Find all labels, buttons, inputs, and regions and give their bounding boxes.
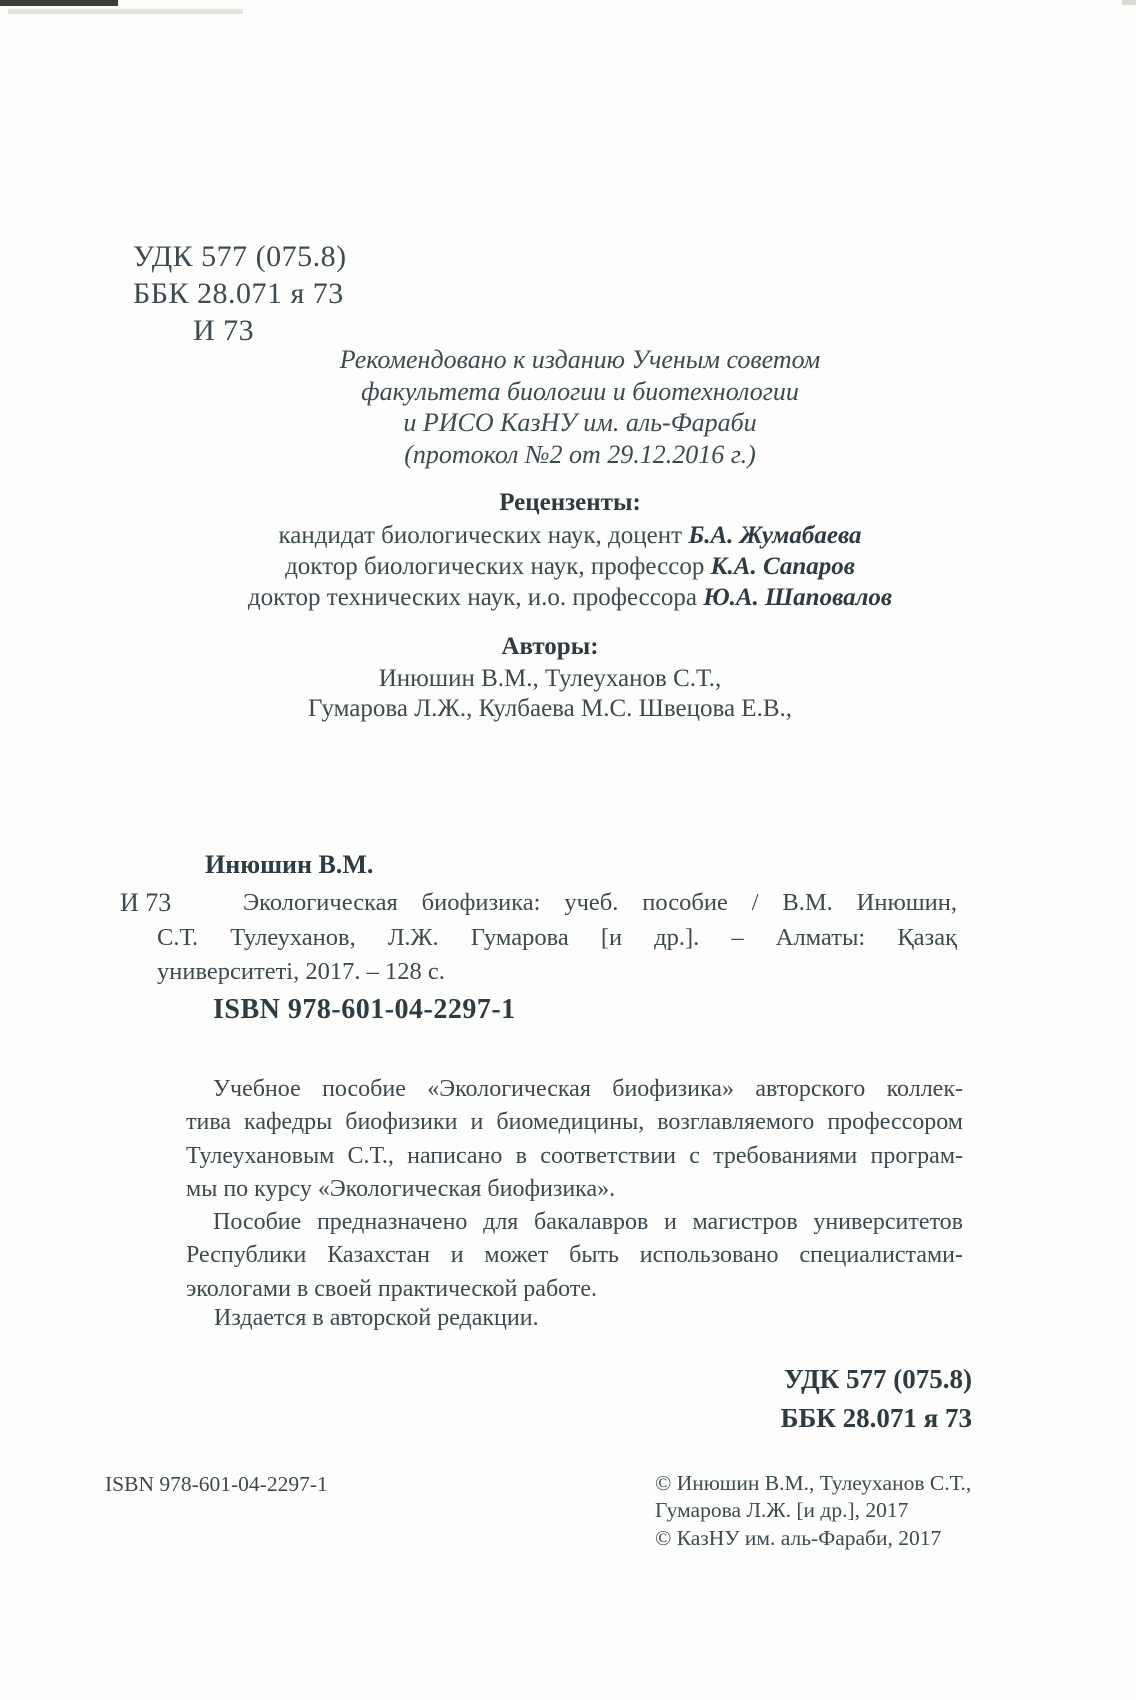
- annotation-line: Тулеухановым С.Т., написано в соответствии с требованиями програм-: [186, 1142, 963, 1169]
- reviewer-name: Ю.А. Шаповалов: [703, 584, 893, 611]
- citation-author-heading: Инюшин В.М.: [205, 850, 374, 879]
- reviewer-name: К.А. Сапаров: [710, 553, 855, 580]
- annotation-line: Пособие предназначено для бакалавров и магистров университетов: [213, 1209, 963, 1236]
- annotation-block: [186, 1073, 963, 1306]
- authors-heading: Авторы:: [501, 633, 599, 660]
- copyright-line: © Инюшин В.М., Тулеуханов С.Т.,: [655, 1471, 972, 1495]
- reviewers-heading: Рецензенты:: [499, 489, 641, 516]
- citation-line: С.Т. Тулеуханов, Л.Ж. Гумарова [и др.]. – Алматы: Қазақ: [157, 923, 957, 951]
- footer-udk-code: УДК 577 (075.8): [784, 1364, 972, 1394]
- classification-codes: [133, 238, 347, 349]
- scan-artifact-corner: [1122, 0, 1136, 5]
- reviewer-line: [150, 520, 990, 551]
- authors-block: [110, 632, 990, 724]
- recommendation-block: [140, 344, 1020, 470]
- scan-artifact-smudge: [8, 9, 243, 14]
- isbn-heading: ISBN 978-601-04-2297-1: [213, 994, 516, 1025]
- reviewer-name: Б.А. Жумабаева: [688, 522, 862, 549]
- citation-block: [157, 886, 957, 990]
- footer-bbk-code: ББК 28.071 я 73: [780, 1403, 972, 1433]
- annotation-line: Учебное пособие «Экологическая биофизика» авторского коллек-: [213, 1076, 963, 1102]
- bbk-code: ББК 28.071 я 73: [133, 277, 344, 310]
- annotation-line: Республики Казахстан и может быть использовано специалистами-: [186, 1242, 963, 1269]
- annotation-line: экологами в своей практической работе.: [186, 1275, 597, 1302]
- authors-line: Гумарова Л.Ж., Кулбаева М.С. Швецова Е.В.,: [307, 695, 793, 722]
- recommendation-line: факультета биологии и биотехнологии: [361, 376, 799, 406]
- reviewers-block: [150, 487, 990, 613]
- recommendation-line: (протокол №2 от 29.12.2016 г.): [404, 439, 756, 469]
- recommendation-line: и РИСО КазНУ им. аль-Фараби: [403, 408, 757, 437]
- recommendation-line: Рекомендовано к изданию Ученым советом: [339, 345, 821, 374]
- udk-code: УДК 577 (075.8): [133, 240, 347, 273]
- citation-line: университеті, 2017. – 128 с.: [157, 958, 445, 985]
- annotation-line: мы по курсу «Экологическая биофизика».: [186, 1175, 616, 1202]
- reviewer-line: [150, 582, 990, 613]
- scan-artifact-top-strip: [0, 0, 118, 6]
- reviewer-degree: доктор технических наук, и.о. профессора: [247, 584, 704, 611]
- citation-line: Экологическая биофизика: учеб. пособие / В.М. Инюшин,: [243, 889, 957, 916]
- authors-line: Инюшин В.М., Тулеуханов С.Т.,: [378, 665, 722, 692]
- copyright-line: © КазНУ им. аль-Фараби, 2017: [655, 1525, 942, 1550]
- annotation-line: тива кафедры биофизики и биомедицины, возглавляемого профессором: [186, 1109, 963, 1136]
- edition-note: Издается в авторской редакции.: [214, 1305, 539, 1331]
- reviewer-degree: кандидат биологических наук, доцент: [278, 522, 689, 549]
- footer-isbn: ISBN 978-601-04-2297-1: [105, 1472, 328, 1496]
- author-index-code: И 73: [193, 314, 255, 347]
- reviewer-line: [150, 551, 990, 582]
- reviewer-degree: доктор биологических наук, профессор: [285, 553, 711, 580]
- copyright-block: [655, 1470, 971, 1552]
- footer-classification-codes: [781, 1360, 972, 1438]
- citation-index-code: И 73: [120, 888, 172, 917]
- copyright-line: Гумарова Л.Ж. [и др.], 2017: [655, 1498, 909, 1523]
